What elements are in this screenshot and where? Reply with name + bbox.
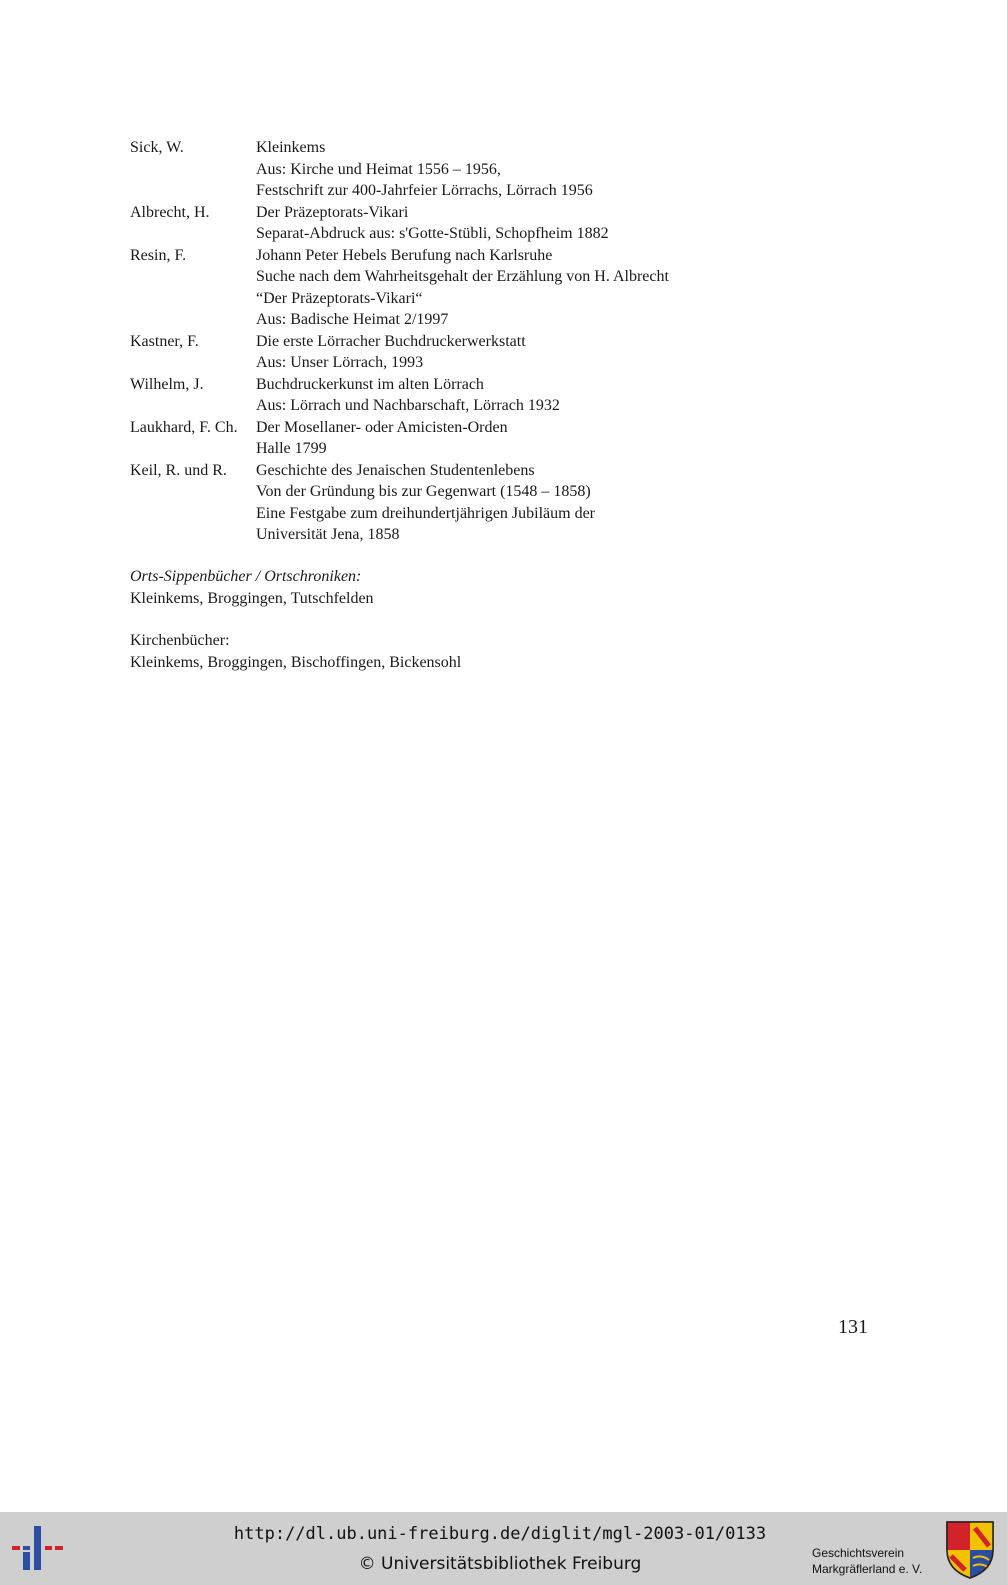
reference-line: Buchdruckerkunst im alten Lörrach (256, 375, 484, 393)
reference-line: Aus: Unser Lörrach, 1993 (256, 354, 424, 371)
society-line: Markgräflerland e. V. (812, 1562, 923, 1576)
kirchenbuecher-text: Kleinkems, Broggingen, Bischoffingen, Bickensohl (130, 653, 462, 671)
ub-freiburg-logo-icon (12, 1524, 64, 1572)
footer-bar (0, 1512, 1007, 1585)
kirchenbuecher-heading: Kirchenbücher: (130, 632, 230, 649)
reference-entry (130, 137, 830, 202)
reference-line: Kleinkems (256, 139, 326, 156)
society-name (812, 1545, 922, 1577)
reference-line: Universität Jena, 1858 (256, 526, 400, 543)
reference-line: Der Präzeptorats-Vikari (256, 203, 409, 221)
reference-author: Resin, F. (130, 246, 187, 264)
reference-author: Keil, R. und R. (130, 461, 227, 479)
reference-entry (130, 331, 830, 374)
reference-entry (130, 374, 830, 417)
reference-entry (130, 460, 830, 546)
reference-entry (130, 245, 830, 331)
reference-line: Johann Peter Hebels Berufung nach Karlsruhe (256, 246, 553, 264)
reference-line: Von der Gründung bis zur Gegenwart (1548 – 1858) (256, 483, 591, 500)
reference-author: Wilhelm, J. (130, 375, 204, 393)
kirchenbuecher-section (130, 630, 461, 673)
reference-author: Kastner, F. (130, 332, 199, 350)
reference-line: Separat-Abdruck aus: s'Gotte-Stübli, Schopfheim 1882 (256, 225, 609, 242)
ortssippen-section (130, 566, 374, 609)
reference-line: Eine Festgabe zum dreihundertjährigen Jubiläum der (256, 504, 596, 522)
reference-line: Halle 1799 (256, 440, 327, 457)
coat-of-arms-icon (945, 1520, 995, 1580)
reference-line: Der Mosellaner- oder Amicisten-Orden (256, 418, 508, 436)
reference-line: Die erste Lörracher Buchdruckerwerkstatt (256, 332, 526, 350)
reference-line: Aus: Badische Heimat 2/1997 (256, 311, 449, 328)
reference-line: Aus: Kirche und Heimat 1556 – 1956, (256, 160, 501, 178)
reference-author: Laukhard, F. Ch. (130, 418, 238, 436)
reference-line: Festschrift zur 400-Jahrfeier Lörrachs, Lörrach 1956 (256, 182, 593, 199)
reference-line: Aus: Lörrach und Nachbarschaft, Lörrach 1932 (256, 397, 560, 414)
ortssippen-heading: Orts-Sippenbücher / Ortschroniken: (130, 568, 362, 585)
reference-list (130, 137, 830, 546)
reference-author: Albrecht, H. (130, 203, 210, 221)
ortssippen-text: Kleinkems, Broggingen, Tutschfelden (130, 589, 374, 607)
reference-line: “Der Präzeptorats-Vikari“ (256, 289, 423, 307)
reference-line: Geschichte des Jenaischen Studentenlebens (256, 461, 535, 479)
page-number: 131 (838, 1316, 868, 1338)
reference-entry (130, 417, 830, 460)
reference-author: Sick, W. (130, 139, 184, 156)
footer-url-link[interactable]: http://dl.ub.uni-freiburg.de/diglit/mgl-2003-01/0133 (233, 1524, 767, 1544)
reference-entry (130, 202, 830, 245)
society-line: Geschichtsverein (812, 1546, 905, 1560)
footer-copyright: © Universitätsbibliothek Freiburg (358, 1554, 642, 1574)
reference-line: Suche nach dem Wahrheitsgehalt der Erzählung von H. Albrecht (256, 268, 669, 285)
